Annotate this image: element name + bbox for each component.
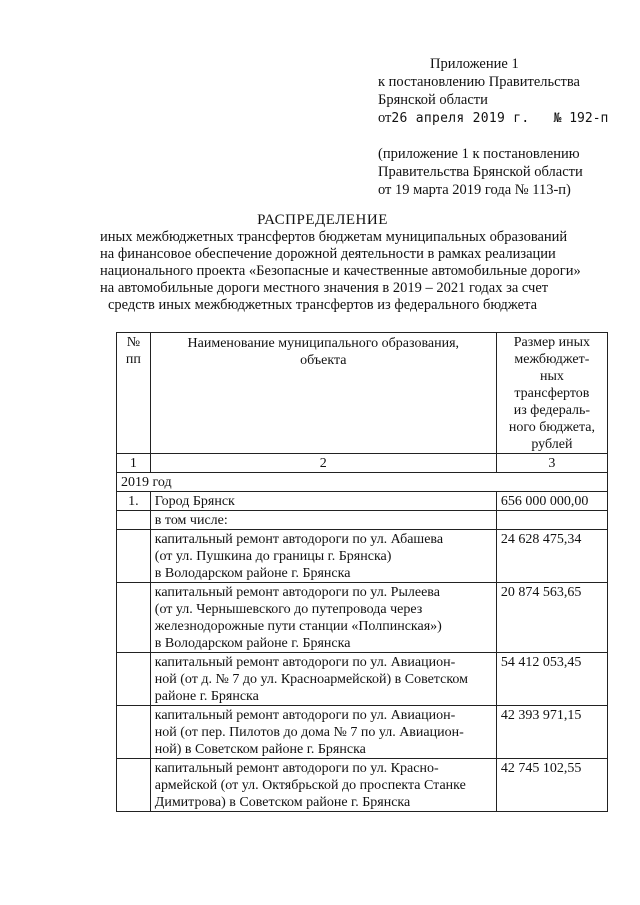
column-number-row <box>117 454 608 473</box>
column-number-cell: 1 <box>117 454 151 473</box>
row-amount: 42 393 971,15 <box>496 706 607 759</box>
table-row <box>117 759 608 812</box>
subtitle-line: средств иных межбюджетных трансфертов из федерального бюджета <box>107 297 538 313</box>
resolution-date: 26 апреля 2019 г. <box>391 111 530 126</box>
previous-appendix-note <box>378 145 583 199</box>
appendix-title: Приложение 1 <box>430 56 519 72</box>
appendix-line: к постановлению Правительства <box>378 74 580 90</box>
table-row <box>117 492 608 511</box>
subtitle-line: на финансовое обеспечение дорожной деятельности в рамках реализации <box>100 246 556 262</box>
table-row <box>117 530 608 583</box>
subtitle-line: на автомобильные дороги местного значения в 2019 – 2021 годах за счет <box>100 280 549 296</box>
row-number-empty <box>117 653 151 706</box>
row-number-empty <box>117 706 151 759</box>
row-amount: 656 000 000,00 <box>496 492 607 511</box>
header-cell-number: № пп <box>117 333 151 454</box>
date-prefix: от <box>378 110 392 126</box>
row-amount: 42 745 102,55 <box>496 759 607 812</box>
row-amount-empty <box>496 511 607 530</box>
including-label: в том числе: <box>150 511 496 530</box>
prev-note-line: от 19 марта 2019 года № 113-п) <box>378 182 571 198</box>
prev-note-line: Правительства Брянской области <box>378 164 583 180</box>
table-header-row <box>117 333 608 454</box>
header-cell-amount: Размер иных межбюджет- ных трансфертов из федераль- ного бюджета, рублей <box>496 333 607 454</box>
row-number-empty <box>117 530 151 583</box>
table-row <box>117 583 608 653</box>
year-label: 2019 год <box>117 473 608 492</box>
row-number-empty <box>117 583 151 653</box>
table-row <box>117 706 608 759</box>
appendix-block <box>378 55 608 128</box>
subtitle-line: иных межбюджетных трансфертов бюджетам муниципальных образований <box>100 229 568 245</box>
column-number-cell: 2 <box>150 454 496 473</box>
header-cell-name: Наименование муниципального образования, объекта <box>150 333 496 454</box>
document-title: РАСПРЕДЕЛЕНИЕ <box>257 212 388 228</box>
row-amount: 20 874 563,65 <box>496 583 607 653</box>
prev-note-line: (приложение 1 к постановлению <box>378 146 580 162</box>
municipality-name: Город Брянск <box>150 492 496 511</box>
subtitle-line: национального проекта «Безопасные и качественные автомобильные дороги» <box>100 263 581 279</box>
object-name: капитальный ремонт автодороги по ул. Абашева (от ул. Пушкина до границы г. Брянска) в Володарском районе г. Брянска <box>150 530 496 583</box>
year-row <box>117 473 608 492</box>
object-name: капитальный ремонт автодороги по ул. Авиацион- ной (от пер. Пилотов до дома № 7 по ул. Авиацион- ной) в Советском районе г. Брянска <box>150 706 496 759</box>
resolution-number: № 192-п <box>553 111 609 126</box>
row-number-empty <box>117 511 151 530</box>
row-number: 1. <box>117 492 151 511</box>
appendix-line: Брянской области <box>378 92 488 108</box>
document-subtitle <box>100 229 581 314</box>
row-amount: 54 412 053,45 <box>496 653 607 706</box>
row-amount: 24 628 475,34 <box>496 530 607 583</box>
column-number-cell: 3 <box>496 454 607 473</box>
object-name: капитальный ремонт автодороги по ул. Красно- армейской (от ул. Октябрьской до проспекта Станке Димитрова) в Советском районе г. Брянска <box>150 759 496 812</box>
row-number-empty <box>117 759 151 812</box>
table-row <box>117 653 608 706</box>
object-name: капитальный ремонт автодороги по ул. Рылеева (от ул. Чернышевского до путепровода через железнодорожные пути станции «Полпинская») в Володарском районе г. Брянска <box>150 583 496 653</box>
table-row <box>117 511 608 530</box>
distribution-table <box>116 332 608 812</box>
appendix-date-line <box>378 109 608 128</box>
object-name: капитальный ремонт автодороги по ул. Авиацион- ной (от д. № 7 до ул. Красноармейской) в Советском районе г. Брянска <box>150 653 496 706</box>
